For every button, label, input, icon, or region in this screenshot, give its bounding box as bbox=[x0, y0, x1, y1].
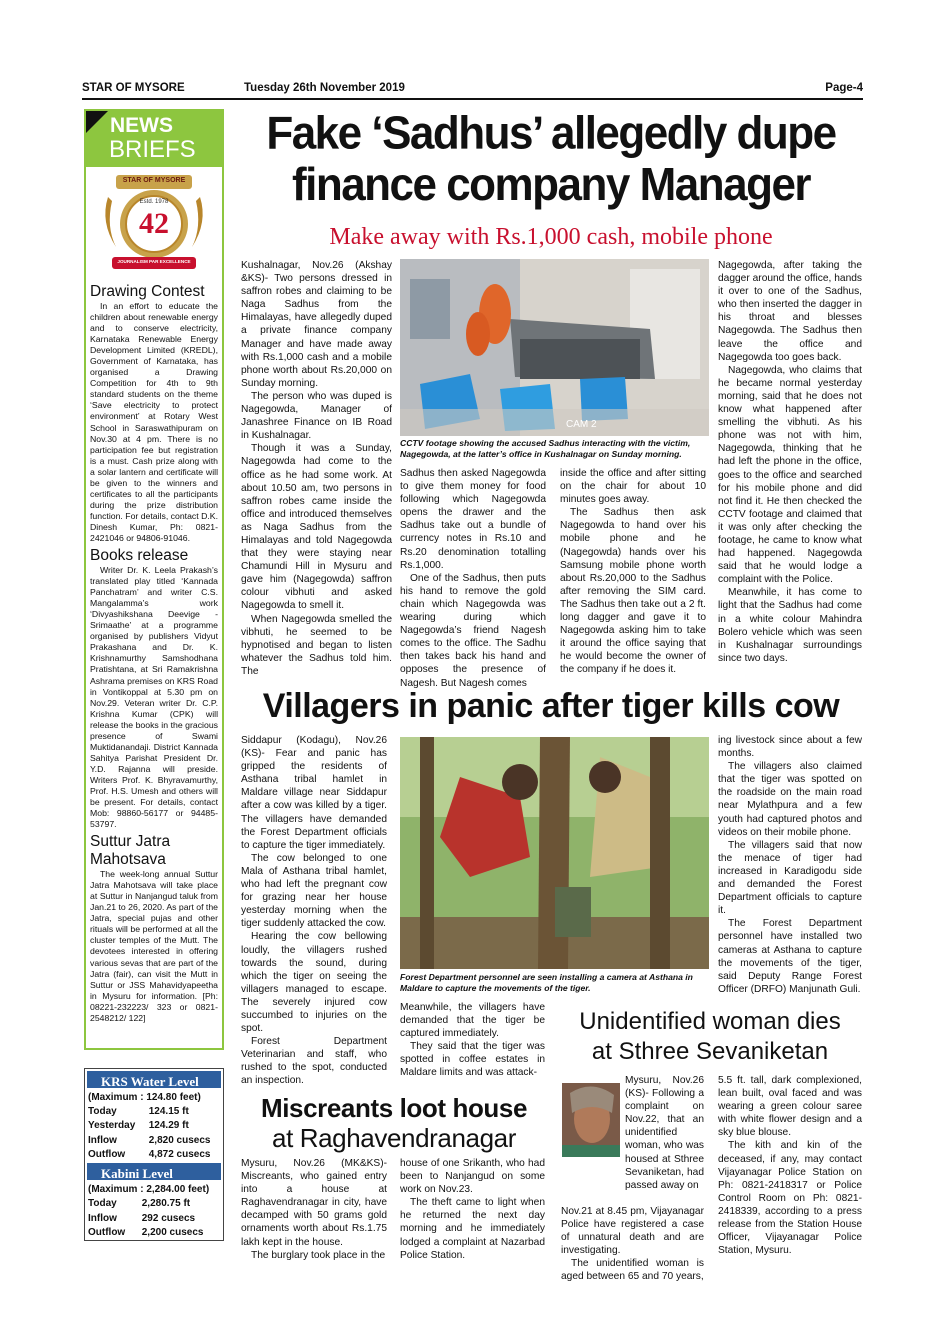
issue-date: Tuesday 26th November 2019 bbox=[244, 82, 405, 94]
story1-photo bbox=[400, 259, 709, 436]
paragraph: The cow belonged to one Mala of Asthana tribal hamlet, who had left the pregnant cow for grazing near her house yesterday morning when the tiger suddenly attacked the cow. bbox=[241, 852, 387, 930]
story1-col2 bbox=[400, 467, 546, 690]
drawing-contest-title: Drawing Contest bbox=[90, 283, 205, 300]
water-level-row bbox=[85, 1197, 223, 1211]
paragraph: The person who was duped is Nagegowda, Manager of Janashree Finance on IB Road in Kushalnagar. bbox=[241, 390, 392, 442]
story1-subhead: Make away with Rs.1,000 cash, mobile phone bbox=[329, 224, 773, 250]
water-level-value: 2,200 cusecs bbox=[141, 1227, 204, 1239]
paragraph: The Sadhus then ask Nagegowda to hand over his mobile phone and he (Nagegowda) hands over his Samsung mobile phone worth about Rs.20,000 to the Sadhus after removing the SIM card. The Sadhus then take out a 2 ft. long dagger and gave it to Nagegowda asking him to take it around the office saying that he would become the owner of the company if he does it. bbox=[560, 507, 706, 676]
paragraph: The villagers said that now the menace of tiger had increased in Karadigodu side and demanded the Forest Department officials to capture it. bbox=[718, 839, 862, 917]
kabini-level-title: Kabini Level bbox=[85, 1161, 223, 1182]
badge-estd-text: Estd. 1978 bbox=[139, 199, 169, 205]
water-level-box bbox=[84, 1068, 224, 1241]
paragraph: The burglary took place in the bbox=[251, 1249, 386, 1261]
paragraph: Though it was a Sunday, Nagegowda had come to the office as he had some work. At about 10.50 am, two persons in saffron robes came inside the office and introduced themselves as Naga Sadhus from the Himalayas and told Nagegowda that they were staying near Chamundi Hill in Mysuru and gave him (Nagegowda) saffron colour vibhuti and asked Nagegowda to smell it. bbox=[241, 443, 392, 612]
paragraph: Kushalnagar, Nov.26 (Akshay &KS)- Two persons dressed in saffron robes and claiming to be Naga Sadhus from the Himalayas, have allegedly duped a private finance company Manager and have made away with Rs.1,000 cash and a mobile phone worth about Rs.20,000 on Sunday morning. bbox=[241, 260, 392, 389]
suttur-jatra-title: Suttur Jatra Mahotsava bbox=[90, 833, 171, 869]
paragraph: house of one Srikanth, who had been to Nanjangud on some work on Nov.23. bbox=[400, 1158, 545, 1196]
paragraph: Nagegowda, after taking the dagger around the office, hands it over to one of the Sadhus, who then inserted the dagger in his throat and blesses Nagegowda. The Sadhus then leave the office and Nagegowda too goes back. bbox=[718, 260, 862, 363]
paragraph: inside the office and after sitting on the chair for about 10 minutes goes away. bbox=[560, 468, 706, 506]
story3-col1 bbox=[241, 1157, 387, 1262]
masthead-rule bbox=[82, 98, 863, 100]
paragraph: The villagers also claimed that the tiger was spotted on the roadside on the main road near Mylathpura and a few youth had captured photos and videos on their mobile phone. bbox=[718, 761, 862, 838]
water-level-label: Today bbox=[88, 1198, 117, 1210]
water-level-label: Today bbox=[88, 1105, 117, 1117]
water-level-value: 292 cusecs bbox=[141, 1212, 196, 1224]
news-label: NEWS bbox=[110, 114, 173, 137]
water-level-row bbox=[85, 1133, 223, 1147]
page-number: Page-4 bbox=[825, 82, 863, 94]
water-level-label: Inflow bbox=[88, 1212, 117, 1224]
story4-col1-top: Mysuru, Nov.26 (KS)- Following a complaint on Nov.22, that an unidentified woman, who was housed at Sthree Sevaniketan, had passed away on bbox=[625, 1075, 704, 1191]
water-level-label: Outflow bbox=[88, 1227, 126, 1239]
paragraph: They said that the tiger was spotted in coffee estates in Maldare limits and was attack- bbox=[400, 1041, 545, 1079]
story4-col1-rest: Nov.21 at 8.45 pm, Vijayanagar Police have registered a case of unnatural death and are investigating. The unidentified woman is aged between 65 and 70 years, bbox=[561, 1206, 704, 1283]
water-level-row bbox=[85, 1090, 223, 1104]
story2-col3 bbox=[718, 734, 862, 996]
water-level-value: 4,872 cusecs bbox=[148, 1148, 211, 1160]
cctv-cam-stamp: CAM 2 bbox=[566, 419, 597, 430]
story2-headline: Villagers in panic after tiger kills cow bbox=[262, 687, 840, 725]
anniversary-badge bbox=[86, 167, 222, 277]
paragraph: ing livestock since about a few months. bbox=[718, 735, 862, 760]
paragraph: 5.5 ft. tall, dark complexioned, lean built, oval faced and was wearing a green colour saree with white flower design and a sky blue blouse. bbox=[718, 1075, 862, 1139]
story4-headline-line1: Unidentified woman dies bbox=[579, 1008, 841, 1035]
water-level-row bbox=[85, 1225, 223, 1239]
paragraph: The Forest Department personnel have installed two cameras at Asthana to capture the movements of the tiger, said Deputy Range Forest Officer (DRFO) Manjunath Guli. bbox=[718, 918, 862, 995]
paragraph: Sadhus then asked Nagegowda to give them money for food following which Nagegowda opens the drawer and the Sadhus take out a bundle of currency notes in Rs.10 and Rs.20 denomination totalling Rs.1,000. bbox=[400, 468, 546, 571]
water-level-row bbox=[85, 1211, 223, 1225]
water-level-value: 124.15 ft bbox=[148, 1105, 189, 1117]
forest-camera-photo bbox=[400, 737, 709, 969]
paragraph: When Nagegowda smelled the vibhuti, he seemed to be hypnotised and began to listen whatever the Sadhus told him. The bbox=[241, 613, 392, 677]
suttur-jatra-body: The week-long annual Suttur Jatra Mahotsava will take place at Suttur in Nanjangud taluk from Jan.21 to 26, 2020. As part of the Jatra, special pujas and other rituals will be performed at all the cluster temples of the Mutt. The devotees interested in offering various sevas that are part of the Jatra (fair), can visit the Mutt in Suttur or JSS Mahavidyapeetha in Mysuru for information. [Ph: 08221-232223/ 323 or 0821-2548212/ 122] bbox=[90, 869, 218, 1023]
story2-col1 bbox=[241, 734, 387, 1088]
krs-water-level-table bbox=[85, 1090, 223, 1161]
water-level-label: (Maximum : 124.80 feet) bbox=[88, 1091, 201, 1103]
paragraph: The theft came to light when he returned the next day morning and he immediately lodged a complaint at Nazarbad Police Station. bbox=[400, 1197, 545, 1261]
paragraph: Meanwhile, the villagers have demanded that the tiger be captured immediately. bbox=[400, 1002, 545, 1040]
paragraph: One of the Sadhus, then puts his hand to remove the gold chain which Nagegowda was wearing during which Nagegowda’s friend Nagesh comes to the office. The Sadhu then takes back his hand and opposes the presence of Nagesh. But Nagesh comes bbox=[400, 572, 546, 689]
paragraph: Siddapur (Kodagu), Nov.26 (KS)- Fear and panic has gripped the residents of Asthana tribal hamlet in Maldare village near Siddapur after a cow was killed by a tiger. The villagers have demanded the Forest Department officials to capture the tiger immediately. bbox=[241, 735, 387, 851]
corner-mark-icon bbox=[86, 111, 108, 133]
books-release-title: Books release bbox=[90, 547, 189, 565]
paragraph: Nagegowda, who claims that he became normal yesterday morning, said that he does not know what happened after smelling the vibhuti. As his phone was not with him, Nagegowda, thinking that he had left the phone in the office, goes to the office and searched for his mobile phone and did not find it. He then checked the CCTV footage and claimed that it was only after checking the footage, he came to know what had happened. Nagegowda said that he would lodge a complaint with the Police. bbox=[718, 364, 862, 586]
news-briefs-logo bbox=[86, 111, 222, 167]
story4-headline-line2: at Sthree Sevaniketan bbox=[591, 1038, 829, 1065]
paragraph: Mysuru, Nov.26 (MK&KS)- Miscreants, who gained entry into a house at Raghavendranagar in city, have decamped with 50 grams gold ornaments worth about Rs.1.75 lakh kept in the house. bbox=[241, 1158, 387, 1248]
story2-photo bbox=[400, 737, 709, 969]
story3-headline-line1: Miscreants loot house bbox=[260, 1093, 528, 1123]
water-level-value: 124.29 ft bbox=[148, 1120, 189, 1132]
paragraph: The kith and kin of the deceased, if any, may contact Vijayanagar Police Station on Ph: 0821-2418317 or Police Control Room on Ph: 0821-2418339, according to a press release from the Station House Officer, Vijayanagar Police Station, Mysuru. bbox=[718, 1140, 862, 1257]
story3-col2 bbox=[400, 1157, 545, 1262]
water-level-row bbox=[85, 1104, 223, 1118]
paragraph: Hearing the cow bellowing loudly, the villagers rushed towards the sound, during which the tiger on seeing the villagers managed to escape. The severely injured cow succumbed to injuries on the spot. bbox=[241, 931, 387, 1035]
story4-col2 bbox=[718, 1074, 862, 1257]
story4-headline bbox=[557, 1007, 863, 1067]
paragraph: Meanwhile, it has come to light that the Sadhus had come in a white colour Mahindra Bolero vehicle which was seen in Kushalnagar surroundings since two days. bbox=[718, 587, 862, 664]
story3-headline-line2: at Raghavendranagar bbox=[272, 1123, 516, 1153]
story1-headline-line2: finance company Manager bbox=[291, 159, 811, 211]
story1-col3 bbox=[560, 467, 706, 677]
water-level-row bbox=[85, 1119, 223, 1133]
story3-headline bbox=[236, 1093, 552, 1153]
story1-col1 bbox=[241, 259, 392, 678]
water-level-label: (Maximum : 2,284.00 feet) bbox=[88, 1184, 210, 1196]
water-level-row bbox=[85, 1182, 223, 1196]
drawing-contest-body: In an effort to educate the children about renewable energy and to conserve electricity, Karnataka Renewable Energy Development Limited (KREDL), Government of Karnataka, has organised a Drawing Competition for 4th to 9th standard students on the theme ‘Save electricity to protect environment’ at Rotary West School in Saraswathipuram on Nov.30 at 4 pm. There is no participation fee but registration is a must. Cash prize along with a solar lantern and certificate will be given to the winners and certificates to all the participants during the prize distribution function. For details, contact D.K. Dinesh Kumar, Ph: 0821-2421046 or 94806-91046. bbox=[90, 301, 218, 543]
water-level-label: Inflow bbox=[88, 1134, 117, 1146]
story2-col2 bbox=[400, 1001, 545, 1080]
cctv-office-photo bbox=[400, 259, 709, 436]
paragraph: Forest Department Veterinarian and staff, who rushed to the spot, conducted an inspection. bbox=[241, 1036, 387, 1087]
water-level-row bbox=[85, 1147, 223, 1161]
water-level-label: Outflow bbox=[88, 1148, 126, 1160]
krs-water-level-title: KRS Water Level bbox=[85, 1069, 223, 1090]
story1-col4 bbox=[718, 259, 862, 665]
water-level-label: Yesterday bbox=[88, 1120, 136, 1132]
paper-name: STAR OF MYSORE bbox=[82, 82, 185, 94]
briefs-label: BRIEFS bbox=[109, 136, 196, 163]
water-level-value: 2,280.75 ft bbox=[141, 1198, 191, 1210]
masthead bbox=[82, 82, 863, 98]
story1-headline-line1: Fake ‘Sadhus’ allegedly dupe bbox=[266, 107, 836, 159]
story4-photo bbox=[562, 1083, 620, 1157]
story1-caption: CCTV footage showing the accused Sadhus interacting with the victim, Nagegowda, at the latter’s office in Kushalnagar on Sunday morning. bbox=[400, 438, 691, 459]
books-release-body: Writer Dr. K. Leela Prakash’s translated play titled ‘Kannada Panchatram’ and writer C.S. Mangalamma’s work ‘Divyashikshana Deevige - Srimaathe’ at a programme organised by publishers Vidyut Prakashana and Dr. K. Krishnamurthy Samshodhana Pratishtana, at Sri Ramakrishna Ashrama premises on KRS Road in Vontikoppal at 5.30 pm on Nov.29. Veteran writer Dr. C.P. Krishna Kumar (CPK) will release the books in the gracious presence of Swami Muktidanandaji. District Kannada Sahitya Parishat President Dr. Y.D. Rajanna will preside. Writers Prof. K. Bhyravamurthy, Prof. H.S. Umesh and others will be present. For details, contact Mob: 98860-56177 or 94485-53797. bbox=[90, 565, 218, 830]
news-briefs-sidebar bbox=[84, 109, 224, 1050]
kabini-level-table bbox=[85, 1182, 223, 1239]
story1-headline bbox=[236, 108, 866, 211]
woman-portrait-photo bbox=[562, 1083, 620, 1157]
badge-top-text: STAR OF MYSORE bbox=[122, 177, 186, 184]
water-level-value: 2,820 cusecs bbox=[148, 1134, 211, 1146]
badge-bottom-text: JOURNALISM PAR EXCELLENCE bbox=[117, 259, 191, 264]
badge-number: 42 bbox=[139, 207, 169, 240]
story2-caption: Forest Department personnel are seen installing a camera at Asthana in Maldare to capture the movements of the tiger. bbox=[400, 972, 693, 993]
